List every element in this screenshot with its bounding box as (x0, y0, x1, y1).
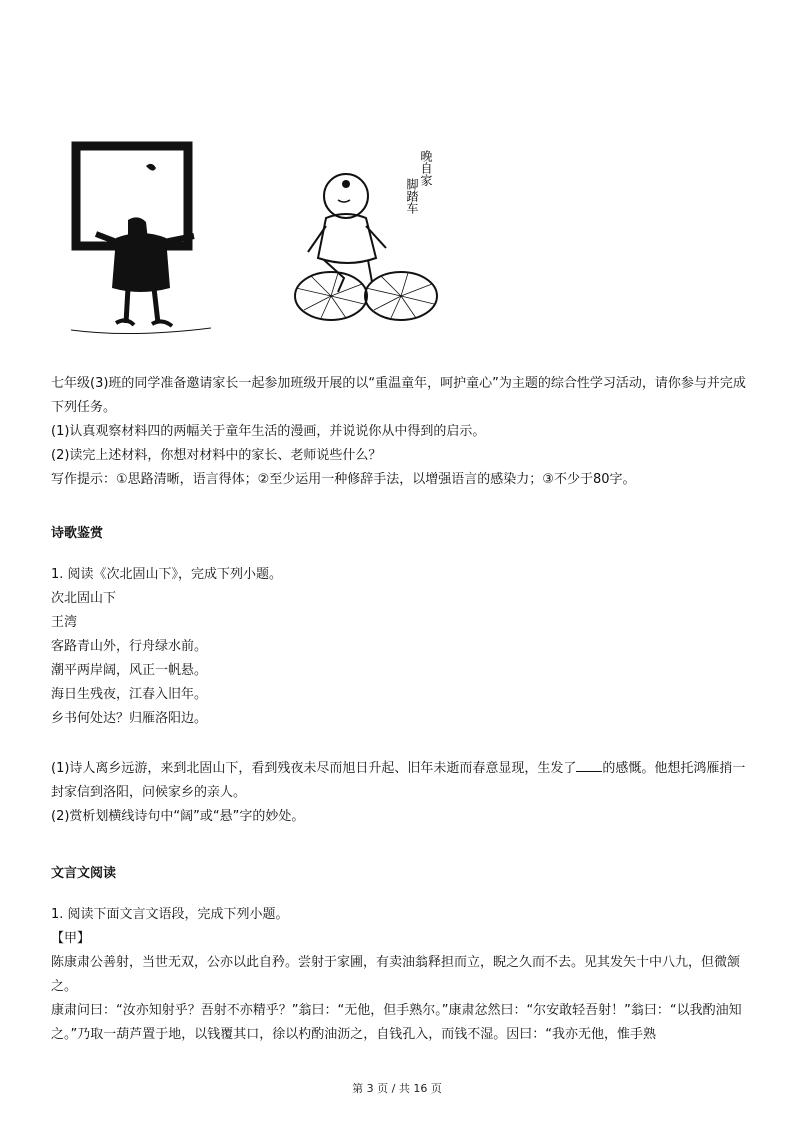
task-block (51, 372, 751, 492)
poem-author: 王湾 (51, 615, 78, 630)
poem-line: 潮平两岸阔，风正一帆悬。 (51, 663, 208, 678)
page-footer: 第 3 页 / 共 16 页 (352, 1082, 442, 1095)
classical-prompt: 1. 阅读下面文言文语段，完成下列小题。 (51, 907, 289, 922)
task-question-1: (1)认真观察材料四的两幅关于童年生活的漫画，并说说你从中得到的启示。 (51, 424, 486, 439)
svg-text:脚踏车: 脚踏车 (405, 178, 419, 214)
poetry-prompt: 1. 阅读《次北固山下》，完成下列小题。 (51, 567, 283, 582)
comic-child-at-window-image (66, 138, 216, 343)
comic-illustrations (66, 138, 466, 348)
task-question-2: (2)读完上述材料，你想对材料中的家长、老师说些什么？ (51, 448, 382, 463)
poem-line: 客路青山外，行舟绿水前。 (51, 639, 208, 654)
poetry-questions (51, 757, 751, 829)
poem-line: 乡书何处达？归雁洛阳边。 (51, 711, 208, 726)
poem-line: 海日生残夜，江春入旧年。 (51, 687, 208, 702)
classical-block (51, 903, 751, 1047)
classical-label: 【甲】 (51, 931, 91, 946)
classical-paragraph-1: 陈康肃公善射，当世无双，公亦以此自矜。尝射于家圃，有卖油翁释担而立，睨之久而不去。见其发矢十中八九，但微颔之。 (51, 955, 741, 994)
poetry-section-title: 诗歌鉴赏 (51, 526, 104, 541)
classical-paragraph-2: 康肃问曰：“汝亦知射乎？吾射不亦精乎？”翁曰：“无他，但手熟尔。”康肃忿然曰：“尔安敢轻吾射！”翁曰：“以我酌油知之。”乃取一葫芦置于地，以钱覆其口，徐以杓酌油沥之，自钱孔入，而钱不湿。因曰：“我亦无他，惟手熟 (51, 1003, 742, 1042)
comic-caption: 晚自家 (419, 150, 433, 186)
task-intro: 七年级(3)班的同学准备邀请家长一起参加班级开展的以“重温童年，呵护童心”为主题的综合性学习活动，请你参与并完成下列任务。 (51, 376, 746, 415)
classical-section-title: 文言文阅读 (51, 866, 117, 881)
poetry-question-1: (1)诗人离乡远游，来到北固山下，看到残夜未尽而旭日升起、旧年未逝而春意显现，生发了 的感慨。他想托鸿雁捎一封家信到洛阳，问候家乡的亲人。 (51, 757, 751, 805)
poem-title: 次北固山下 (51, 591, 117, 606)
answer-blank[interactable] (576, 757, 602, 772)
comic-child-on-bicycle-image (276, 138, 466, 338)
task-writing-tips: 写作提示：①思路清晰，语言得体；②至少运用一种修辞手法，以增强语言的感染力；③不少于80字。 (51, 472, 636, 487)
poetry-block (51, 563, 751, 731)
poetry-question-2: (2)赏析划横线诗句中“阔”或“悬”字的妙处。 (51, 809, 305, 824)
